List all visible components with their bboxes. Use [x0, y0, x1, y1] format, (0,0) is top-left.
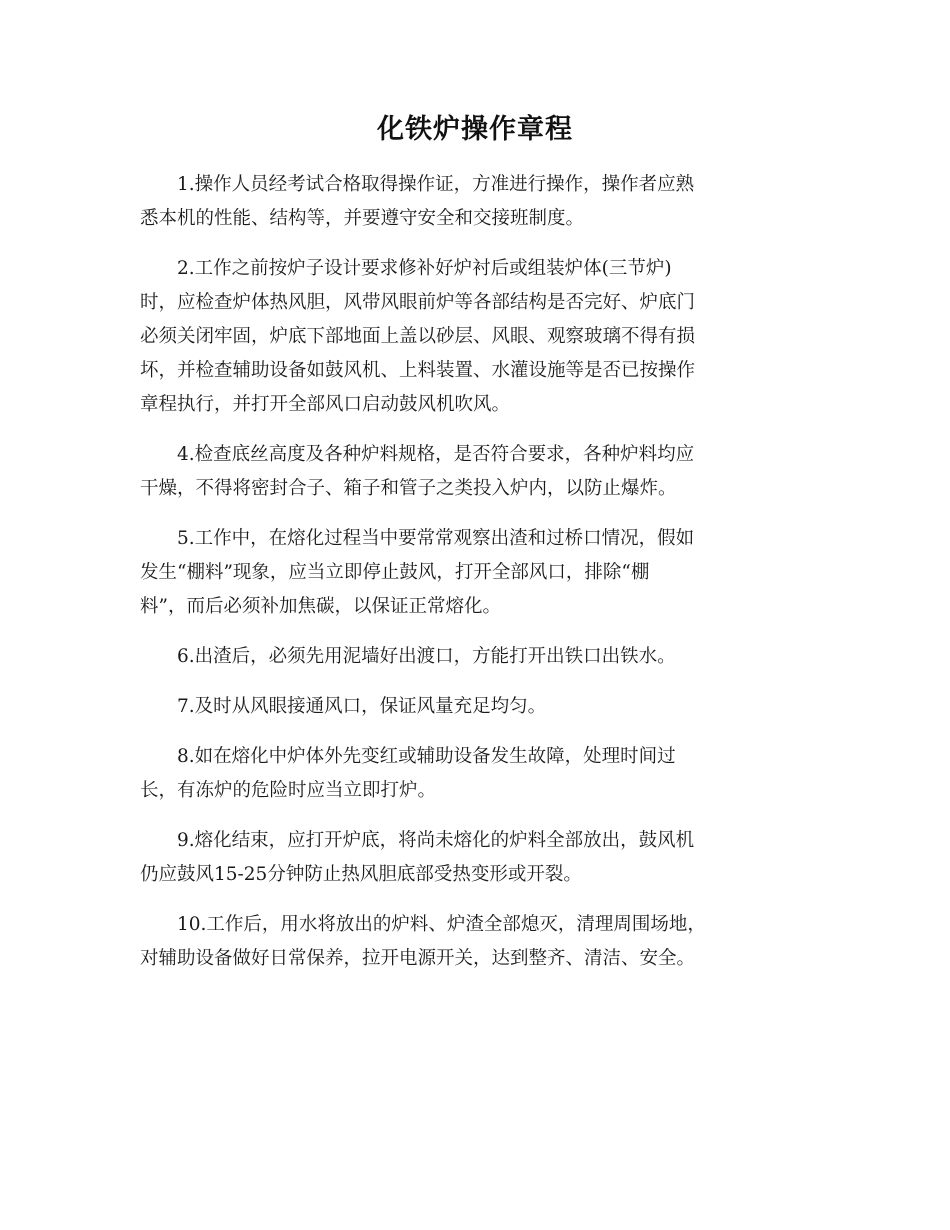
paragraph-10: 10.工作后，用水将放出的炉料、炉渣全部熄灭，清理周围场地， 对辅助设备做好日常保养，拉开电源开关，达到整齐、清洁、安全。	[140, 914, 706, 969]
paragraph-1: 1.操作人员经考试合格取得操作证，方准进行操作，操作者应熟 悉本机的性能、结构等，并要遵守安全和交接班制度。	[140, 174, 695, 229]
document-body	[140, 168, 795, 992]
paragraph-2: 2.工作之前按炉子设计要求修补好炉衬后或组装炉体(三节炉) 时，应检查炉体热风胆，风带风眼前炉等各部结构是否完好、炉底门 必须关闭牢固，炉底下部地面上盖以砂层、风眼、观察玻璃不得有损 坏，并检查辅助设备如鼓风机、上料装置、水灌设施等是否已按操作 章程执行，并打开全部风口启动鼓风机吹风。	[140, 258, 696, 415]
document-title: 化铁炉操作章程	[377, 114, 573, 145]
paragraph-5: 5.工作中，在熔化过程当中要常常观察出渣和过桥口情况，假如 发生“棚料”现象，应当立即停止鼓风，打开全部风口，排除“棚 料”，而后必须补加焦碳，以保证正常熔化。	[140, 528, 695, 617]
paragraph-7: 7.及时从风眼接通风口，保证风量充足均匀。	[177, 696, 547, 717]
paragraph-4: 4.检查底丝高度及各种炉料规格，是否符合要求，各种炉料均应 干燥，不得将密封合子、箱子和管子之类投入炉内，以防止爆炸。	[140, 444, 695, 499]
paragraph-6: 6.出渣后，必须先用泥墙好出渡口，方能打开出铁口出铁水。	[177, 646, 676, 667]
paragraph-8: 8.如在熔化中炉体外先变红或辅助设备发生故障，处理时间过 长，有冻炉的危险时应当立即打炉。	[140, 746, 676, 801]
paragraph-9: 9.熔化结束，应打开炉底，将尚未熔化的炉料全部放出，鼓风机 仍应鼓风15-25分钟防止热风胆底部受热变形或开裂。	[140, 830, 695, 885]
